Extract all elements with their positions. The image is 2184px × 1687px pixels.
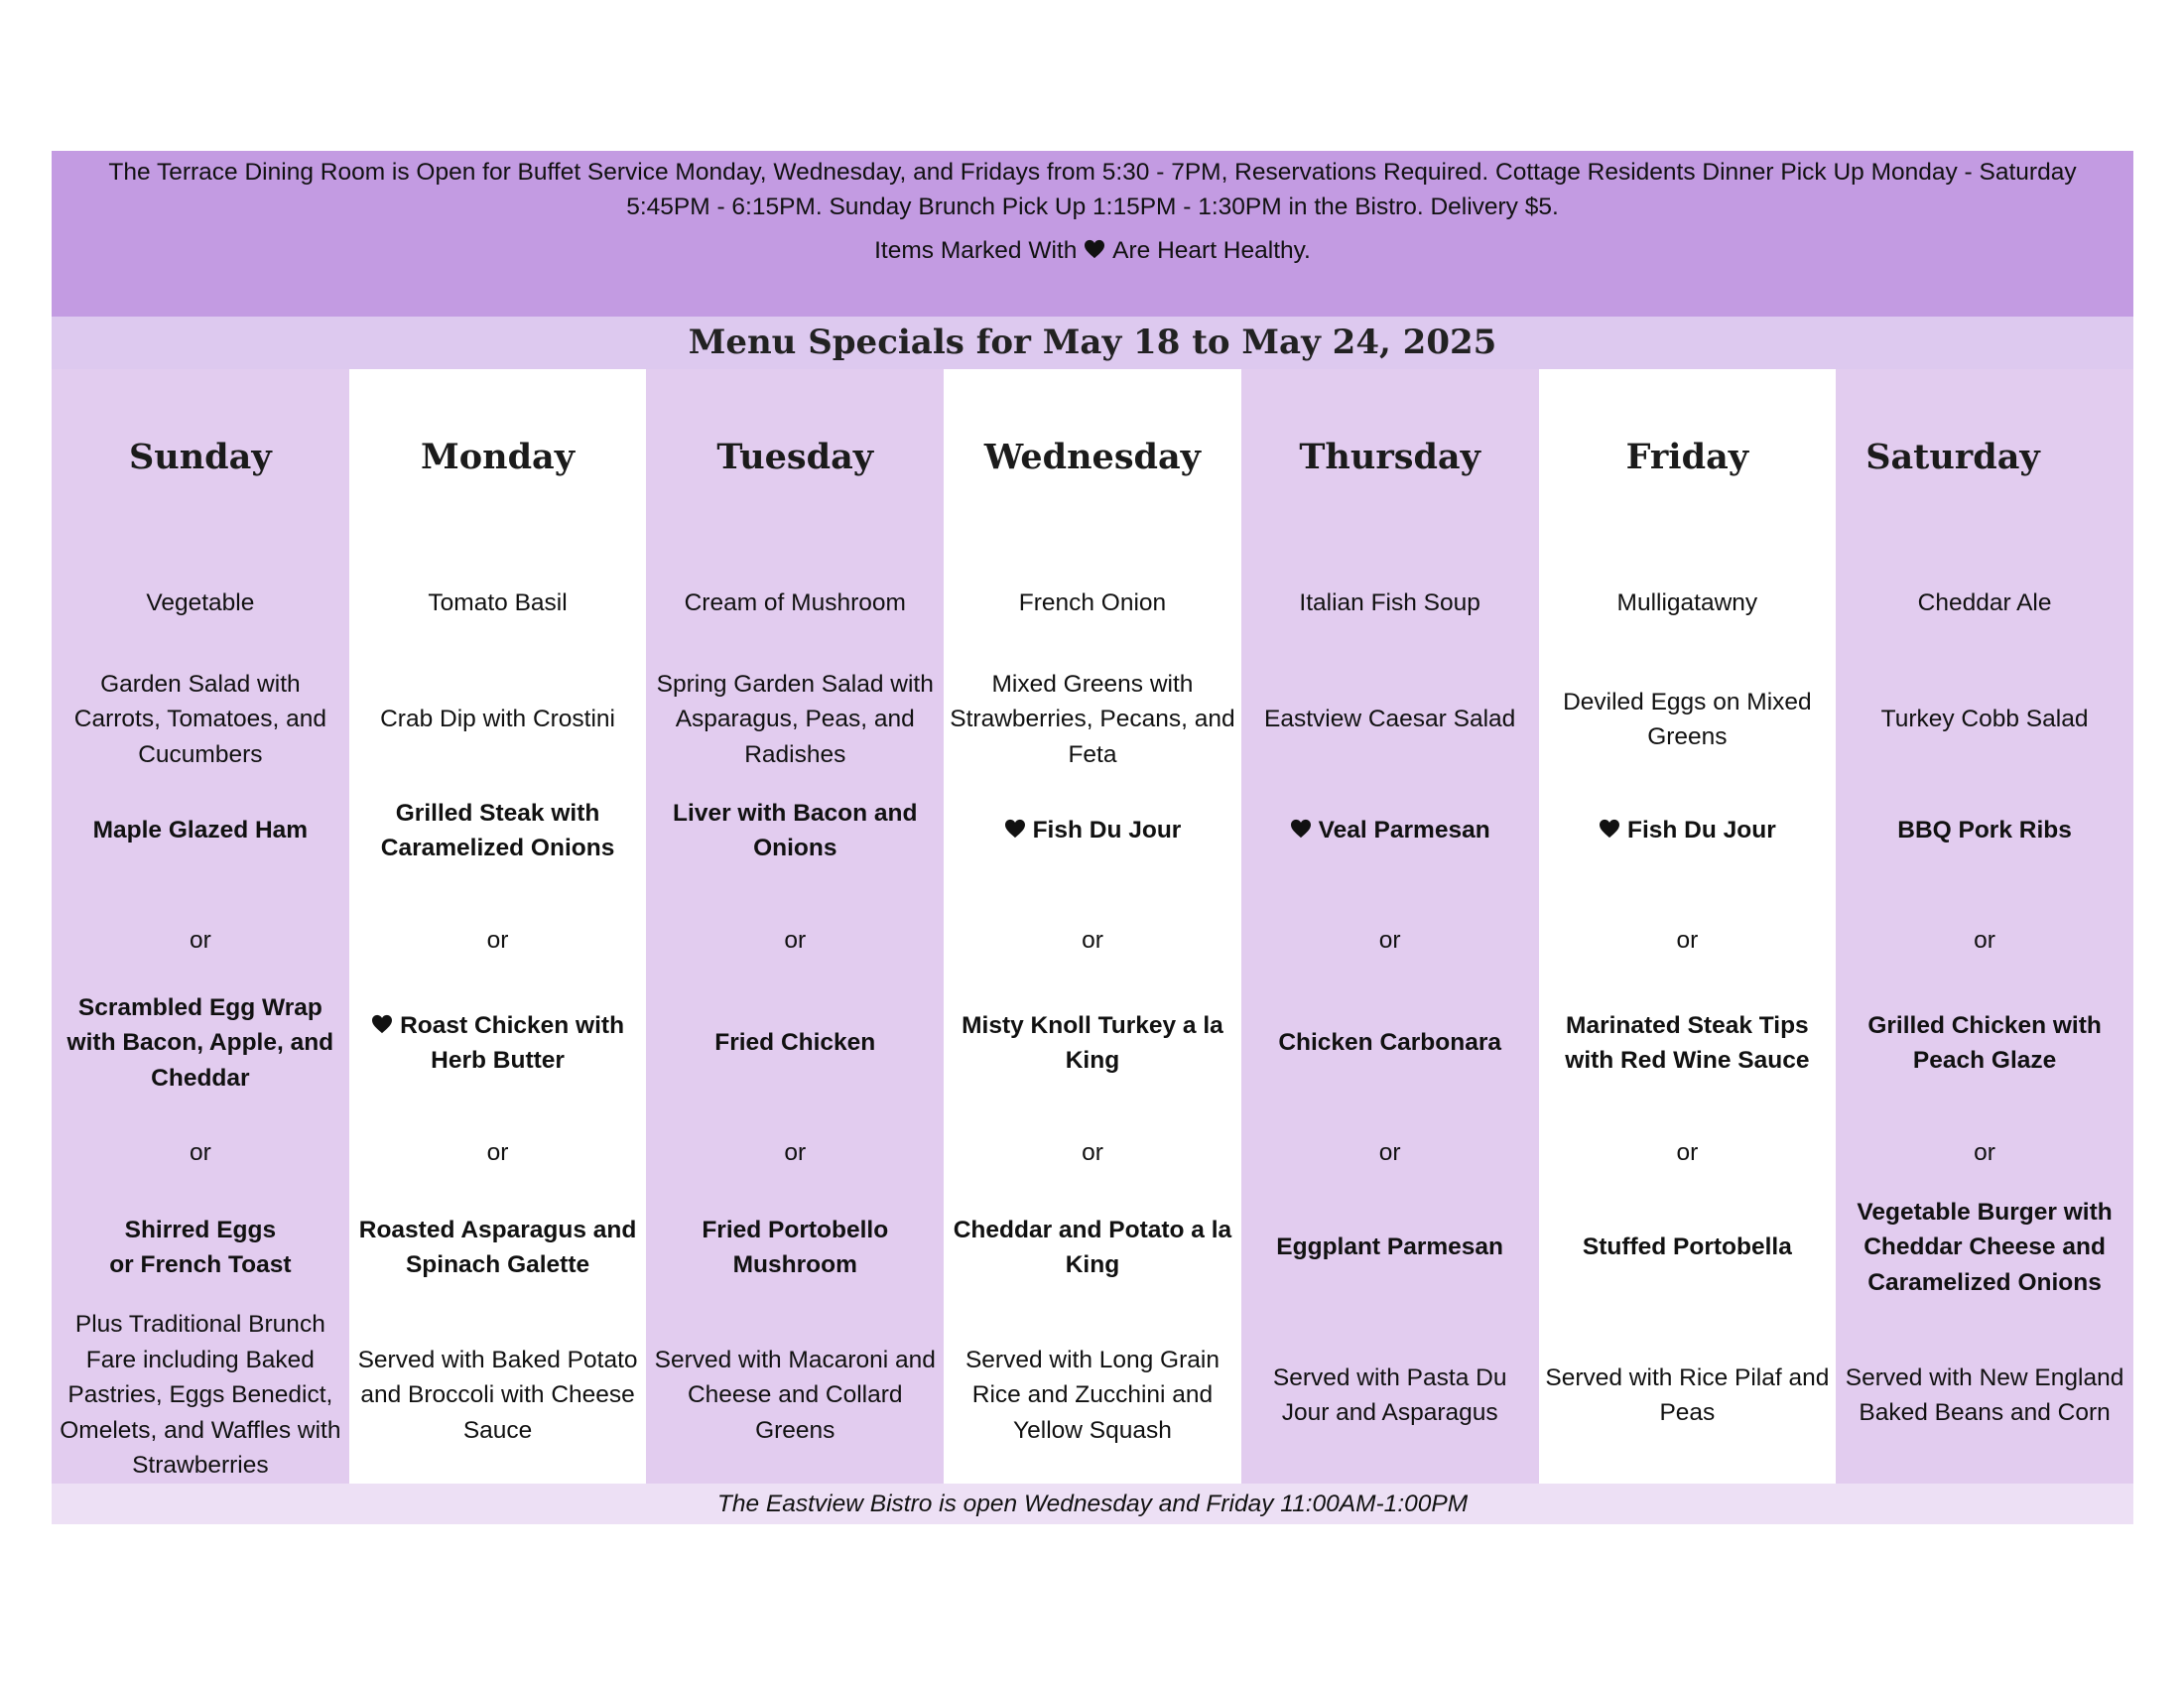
day-column-thursday xyxy=(1241,369,1539,1484)
salad: Garden Salad with Carrots, Tomatoes, and Cucumbers xyxy=(73,670,326,768)
day-column-wednesday xyxy=(944,369,1241,1484)
entree-2: Misty Knoll Turkey a la King xyxy=(962,1011,1223,1074)
entree-1-name: Veal Parmesan xyxy=(1318,817,1490,844)
entree-3: Stuffed Portobella xyxy=(1582,1233,1792,1261)
entree-1: Grilled Steak with Caramelized Onions xyxy=(380,799,615,861)
entree-3: Vegetable Burger with Cheddar Cheese and Caramelized Onions xyxy=(1857,1198,2113,1296)
day-column-tuesday xyxy=(646,369,944,1484)
sides: Served with Long Grain Rice and Zucchini and Yellow Squash xyxy=(964,1346,1220,1444)
or-separator: or xyxy=(1378,927,1401,955)
notice-line-1: The Terrace Dining Room is Open for Buffet Service Monday, Wednesday, and Fridays from 5:30 - 7PM, Reservations Required. Cottage Residents Dinner Pick Up Monday - Saturday xyxy=(108,159,2077,186)
entree-1: BBQ Pork Ribs xyxy=(1897,817,2072,844)
entree-3: Eggplant Parmesan xyxy=(1276,1233,1504,1261)
entree-3: Fried Portobello Mushroom xyxy=(702,1216,889,1278)
sides: Served with Rice Pilaf and Peas xyxy=(1545,1363,1830,1426)
or-separator: or xyxy=(1974,927,1995,955)
soup: Italian Fish Soup xyxy=(1299,589,1480,617)
soup: French Onion xyxy=(1018,589,1167,617)
or-separator: or xyxy=(784,1139,807,1167)
entree-2: Marinated Steak Tips with Red Wine Sauce xyxy=(1565,1011,1810,1074)
or-separator: or xyxy=(189,1139,211,1167)
salad: Deviled Eggs on Mixed Greens xyxy=(1563,688,1812,750)
notice-line-2: 5:45PM - 6:15PM. Sunday Brunch Pick Up 1:15PM - 1:30PM in the Bistro. Delivery $5. xyxy=(626,194,1559,220)
salad: Eastview Caesar Salad xyxy=(1264,706,1516,733)
entree-1 xyxy=(1247,776,1533,885)
sides: Plus Traditional Brunch Fare including Baked Pastries, Eggs Benedict, Omelets, and Waffles with Strawberries xyxy=(60,1311,341,1480)
menu-sheet xyxy=(52,151,2133,1524)
day-header: Tuesday xyxy=(716,437,874,477)
entree-1-name: Fish Du Jour xyxy=(1627,817,1776,844)
or-separator: or xyxy=(1378,1139,1401,1167)
salad: Spring Garden Salad with Asparagus, Peas, and Radishes xyxy=(656,670,934,768)
entree-2: Chicken Carbonara xyxy=(1278,1029,1501,1057)
salad: Turkey Cobb Salad xyxy=(1880,706,2089,733)
sides: Served with Baked Potato and Broccoli with Cheese Sauce xyxy=(357,1346,638,1444)
or-separator: or xyxy=(1676,1139,1699,1167)
entree-1 xyxy=(950,776,1235,885)
heart-icon xyxy=(1084,239,1105,259)
soup: Tomato Basil xyxy=(428,589,568,617)
day-column-saturday xyxy=(1836,369,2133,1484)
day-column-sunday xyxy=(52,369,349,1484)
heart-note-pre: Items Marked With xyxy=(874,237,1078,264)
entree-3-line-2: or French Toast xyxy=(109,1251,292,1278)
entree-2: Fried Chicken xyxy=(714,1029,876,1057)
entree-1: Liver with Bacon and Onions xyxy=(673,799,918,861)
heart-icon xyxy=(1290,819,1312,839)
heart-healthy-note xyxy=(71,233,2114,268)
salad: Crab Dip with Crostini xyxy=(380,706,615,733)
or-separator: or xyxy=(1082,1139,1103,1167)
day-header: Sunday xyxy=(129,437,272,477)
day-header: Wednesday xyxy=(983,437,1202,477)
day-header: Monday xyxy=(421,437,576,477)
entree-2-name: Roast Chicken with Herb Butter xyxy=(400,1011,625,1074)
entree-3: Roasted Asparagus and Spinach Galette xyxy=(358,1216,637,1278)
entree-1-text xyxy=(1290,813,1490,848)
or-separator: or xyxy=(1974,1139,1995,1167)
or-separator: or xyxy=(784,927,807,955)
sides: Served with New England Baked Beans and Corn xyxy=(1845,1363,2124,1426)
entree-2 xyxy=(355,988,641,1098)
entree-1-text xyxy=(1599,813,1776,848)
heart-icon xyxy=(371,1014,393,1034)
heart-icon xyxy=(1004,819,1026,839)
sides: Served with Macaroni and Cheese and Collard Greens xyxy=(654,1346,936,1444)
entree-3-line-1: Shirred Eggs xyxy=(124,1216,277,1243)
day-header: Saturday xyxy=(1865,437,2040,477)
salad: Mixed Greens with Strawberries, Pecans, and Feta xyxy=(950,670,1235,768)
entree-1-name: Fish Du Jour xyxy=(1032,817,1182,844)
sides: Served with Pasta Du Jour and Asparagus xyxy=(1272,1363,1507,1426)
soup: Mulligatawny xyxy=(1616,589,1758,617)
day-header: Thursday xyxy=(1299,437,1480,477)
or-separator: or xyxy=(1082,927,1103,955)
entree-2: Scrambled Egg Wrap with Bacon, Apple, and Cheddar xyxy=(66,993,334,1092)
or-separator: or xyxy=(189,927,211,955)
or-separator: or xyxy=(1676,927,1699,955)
day-column-monday xyxy=(349,369,647,1484)
soup: Cheddar Ale xyxy=(1917,589,2052,617)
entree-1-text xyxy=(1004,813,1182,848)
entree-3: Cheddar and Potato a la King xyxy=(953,1216,1232,1278)
day-column-friday xyxy=(1539,369,1837,1484)
week-grid xyxy=(52,369,2133,1484)
soup: Vegetable xyxy=(146,589,255,617)
service-notice xyxy=(52,151,2133,317)
heart-icon xyxy=(1599,819,1620,839)
entree-1: Maple Glazed Ham xyxy=(92,817,309,844)
entree-2: Grilled Chicken with Peach Glaze xyxy=(1867,1011,2102,1074)
entree-3 xyxy=(58,1193,343,1302)
day-header: Friday xyxy=(1625,437,1749,477)
bistro-hours-footer: The Eastview Bistro is open Wednesday and Friday 11:00AM-1:00PM xyxy=(52,1484,2133,1524)
menu-title: Menu Specials for May 18 to May 24, 2025 xyxy=(52,317,2133,369)
or-separator: or xyxy=(486,927,509,955)
heart-note-post: Are Heart Healthy. xyxy=(1112,237,1311,264)
entree-1 xyxy=(1545,776,1831,885)
entree-2-text xyxy=(355,1008,641,1079)
or-separator: or xyxy=(486,1139,509,1167)
soup: Cream of Mushroom xyxy=(684,589,906,617)
